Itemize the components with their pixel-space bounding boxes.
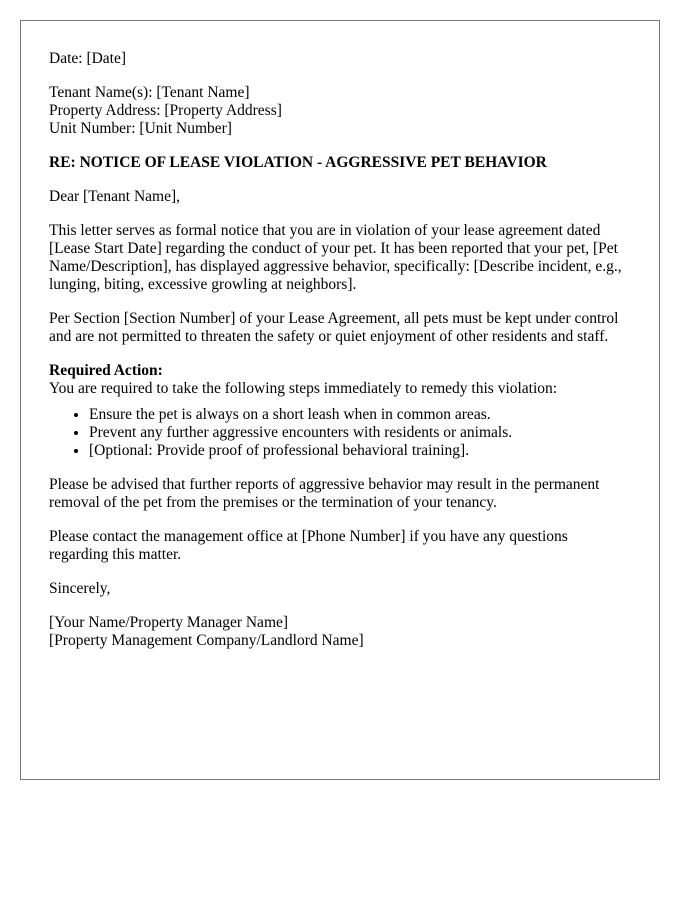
- closing: Sincerely,: [49, 580, 111, 597]
- action-item: • [Optional: Provide proof of professional behavioral training].: [89, 442, 631, 460]
- unit-number-line: Unit Number: [Unit Number]: [49, 120, 232, 137]
- body-paragraph-4: Please contact the management office at [Phone Number] if you have any questions regarding this matter.: [49, 528, 568, 563]
- tenant-name-line: Tenant Name(s): [Tenant Name]: [49, 84, 250, 101]
- letter-page: [20, 20, 660, 780]
- recipient-block: [49, 84, 631, 138]
- signature-company: [Property Management Company/Landlord Name]: [49, 632, 364, 649]
- property-address-line: Property Address: [Property Address]: [49, 102, 282, 119]
- body-paragraph-1: This letter serves as formal notice that you are in violation of your lease agreement dated [Lease Start Date] regarding the conduct of your pet. It has been reported that your pet, [Pet Name/Description], has displayed aggressive behavior, specifically: [Describe incident, e.g., lunging, biting, excessive growling at neighbors].: [49, 222, 622, 293]
- action-item: • Prevent any further aggressive encounters with residents or animals.: [89, 424, 631, 442]
- subject-line: RE: NOTICE OF LEASE VIOLATION - AGGRESSIVE PET BEHAVIOR: [49, 154, 547, 171]
- signature-block: [49, 614, 631, 650]
- action-item: • Ensure the pet is always on a short leash when in common areas.: [89, 406, 631, 424]
- signature-name: [Your Name/Property Manager Name]: [49, 614, 289, 631]
- action-list: [49, 406, 631, 460]
- required-action-heading: Required Action:: [49, 362, 163, 379]
- salutation: Dear [Tenant Name],: [49, 188, 181, 205]
- required-action-section: [49, 362, 631, 398]
- body-paragraph-2: Per Section [Section Number] of your Lease Agreement, all pets must be kept under control and are not permitted to threaten the safety or quiet enjoyment of other residents and staff.: [49, 310, 619, 345]
- required-action-intro: You are required to take the following steps immediately to remedy this violation:: [49, 380, 558, 397]
- date-line: Date: [Date]: [49, 50, 127, 67]
- body-paragraph-3: Please be advised that further reports of aggressive behavior may result in the permanent removal of the pet from the premises or the termination of your tenancy.: [49, 476, 600, 511]
